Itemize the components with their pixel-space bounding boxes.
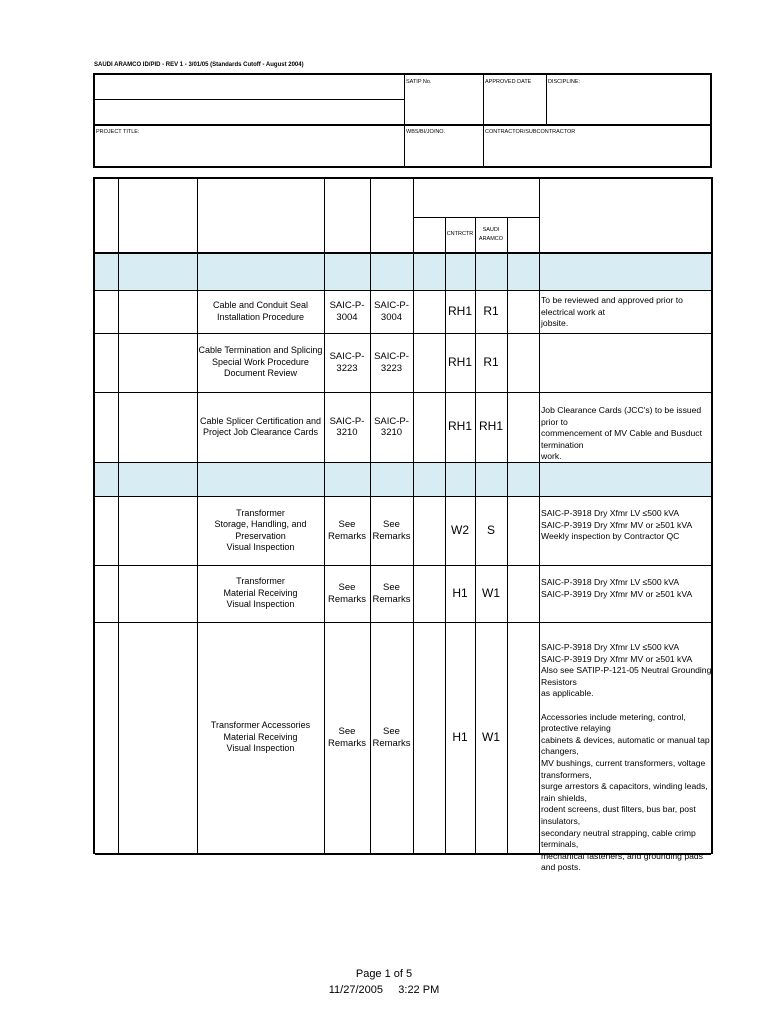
section-band (95, 462, 711, 496)
row-cntrctr-code: RH1 (447, 303, 472, 318)
section-band (95, 254, 711, 290)
col-header-saudi-aramco: SAUDI ARAMCO (478, 226, 504, 242)
row-activity: Cable and Conduit Seal Installation Procedure (212, 300, 309, 322)
discipline-label: DISCIPLINE: (548, 79, 581, 85)
print-timestamp: 11/27/2005 3:22 PM (328, 984, 440, 996)
header-box (93, 73, 712, 168)
row-activity: Cable Termination and Splicing Special Work Procedure Document Review (198, 345, 323, 379)
row-reference: SAIC-P-3004 (329, 300, 365, 323)
row-aramco-code: RH1 (478, 419, 503, 434)
row-remarks: SAIC-P-3918 Dry Xfmr LV ≤500 kVA SAIC-P-3919 Dry Xfmr MV or ≥501 kVA Weekly inspection by Contractor QC (541, 508, 693, 542)
row-cntrctr-code: H1 (452, 585, 468, 600)
row-cntrctr-code: H1 (452, 729, 468, 744)
col-header-cntrctr: CNTRCTR (446, 231, 474, 237)
row-reference: See Remarks (327, 726, 366, 749)
row-reference-2: See Remarks (372, 519, 411, 542)
inspection-table (93, 177, 713, 873)
row-aramco-code: W1 (482, 585, 500, 600)
project-title-label: PROJECT TITLE: (96, 129, 140, 135)
row-remarks: To be reviewed and approved prior to electrical work at jobsite. (541, 295, 683, 329)
row-aramco-code: W1 (482, 729, 500, 744)
row-remarks: SAIC-P-3918 Dry Xfmr LV ≤500 kVA SAIC-P-3919 Dry Xfmr MV or ≥501 kVA (541, 577, 693, 599)
row-cntrctr-code: RH1 (447, 354, 472, 369)
row-reference-2: SAIC-P-3004 (374, 300, 409, 323)
row-aramco-code: R1 (483, 354, 499, 369)
row-activity: Transformer Material Receiving Visual Inspection (223, 576, 298, 610)
row-activity: Cable Splicer Certification and Project Job Clearance Cards (199, 415, 322, 437)
row-cntrctr-code: RH1 (447, 419, 472, 434)
row-reference: See Remarks (327, 582, 366, 605)
page-number: Page 1 of 5 (355, 968, 413, 980)
row-remarks: SAIC-P-3918 Dry Xfmr LV ≤500 kVA SAIC-P-3919 Dry Xfmr MV or ≥501 kVA Also see SATIP-P-121-05 Neutral Grounding Resistors as applicable. Accessories include metering, control, protective relaying cabinets & devices, automatic or manual tap changers, MV bushings, current transformers, voltage transformers, surge arrestors & capacitors, winding leads, rain shields, rodent screens, dust filters, bus bar, post insulators, secondary neutral strapping, cable crimp terminals, mechanical fasteners, and grounding pads and posts. (541, 642, 712, 873)
row-reference: See Remarks (327, 519, 366, 542)
row-reference-2: See Remarks (372, 582, 411, 605)
row-reference-2: See Remarks (372, 726, 411, 749)
row-reference: SAIC-P-3223 (329, 351, 365, 374)
row-remarks: Job Clearance Cards (JCC's) to be issued prior to commencement of MV Cable and Busduct termination work. (541, 405, 702, 462)
row-reference-2: SAIC-P-3223 (374, 351, 409, 374)
approved-date-label: APPROVED DATE (485, 79, 532, 85)
row-reference-2: SAIC-P-3210 (374, 415, 409, 438)
contractor-label: CONTRACTOR/SUBCONTRACTOR (485, 129, 576, 135)
row-aramco-code: R1 (483, 303, 499, 318)
row-activity: Transformer Accessories Material Receiving Visual Inspection (210, 720, 311, 754)
row-cntrctr-code: W2 (451, 522, 469, 537)
page-footer (0, 966, 768, 998)
wbs-label: WBS/BI/JO/NO. (406, 129, 446, 135)
row-reference: SAIC-P-3210 (329, 415, 365, 438)
document-id: SAUDI ARAMCO ID/PID - REV 1 - 3/01/05 (Standards Cutoff - August 2004) (94, 62, 304, 68)
satip-no-label: SATIP No. (406, 79, 432, 85)
row-activity: Transformer Storage, Handling, and Preservation Visual Inspection (214, 507, 307, 552)
row-aramco-code: S (486, 522, 495, 537)
